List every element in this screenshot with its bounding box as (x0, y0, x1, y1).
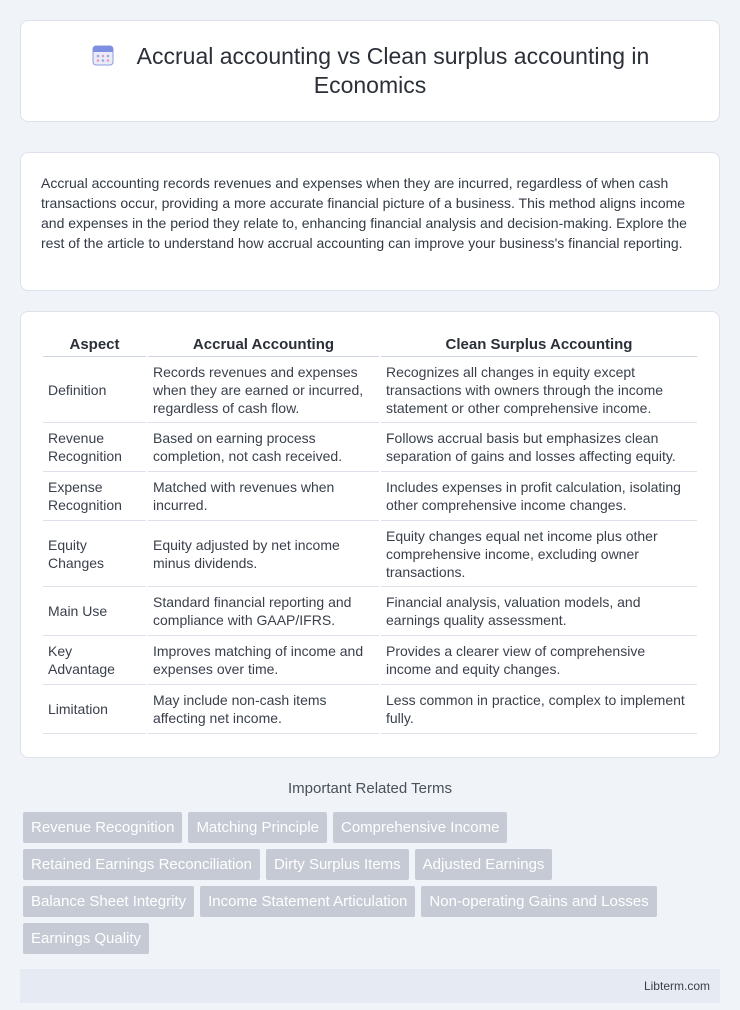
header-clean-surplus: Clean Surplus Accounting (381, 332, 697, 357)
cell-accrual: Equity adjusted by net income minus dividends. (148, 521, 379, 587)
page-title-wrap (61, 42, 679, 100)
cell-accrual: Standard financial reporting and compliance with GAAP/IFRS. (148, 587, 379, 636)
related-term-tag[interactable]: Adjusted Earnings (415, 849, 553, 880)
comparison-table (41, 332, 699, 734)
header-accrual: Accrual Accounting (148, 332, 379, 357)
related-term-tag[interactable]: Earnings Quality (23, 923, 149, 954)
related-term-tag[interactable]: Retained Earnings Reconciliation (23, 849, 260, 880)
related-term-tag[interactable]: Balance Sheet Integrity (23, 886, 194, 917)
cell-clean: Provides a clearer view of comprehensive income and equity changes. (381, 636, 697, 685)
table-row (43, 636, 697, 685)
title-card (20, 20, 720, 122)
cell-accrual: Improves matching of income and expenses over time. (148, 636, 379, 685)
related-term-tag[interactable]: Matching Principle (188, 812, 327, 843)
related-term-tag[interactable]: Non-operating Gains and Losses (421, 886, 656, 917)
related-term-tag[interactable]: Dirty Surplus Items (266, 849, 409, 880)
intro-card (20, 152, 720, 291)
cell-accrual: Based on earning process completion, not cash received. (148, 423, 379, 472)
cell-accrual: May include non-cash items affecting net income. (148, 685, 379, 734)
table-row (43, 685, 697, 734)
header-aspect: Aspect (43, 332, 146, 357)
cell-accrual: Records revenues and expenses when they are earned or incurred, regardless of cash flow. (148, 357, 379, 423)
cell-clean: Follows accrual basis but emphasizes clean separation of gains and losses affecting equity. (381, 423, 697, 472)
table-row (43, 521, 697, 587)
related-term-tag[interactable]: Income Statement Articulation (200, 886, 415, 917)
related-term-tag[interactable]: Comprehensive Income (333, 812, 507, 843)
footer-site-link[interactable]: Libterm.com (643, 979, 710, 993)
cell-aspect: Expense Recognition (43, 472, 146, 521)
related-term-tag[interactable]: Revenue Recognition (23, 812, 182, 843)
table-row (43, 472, 697, 521)
table-header-row (43, 332, 697, 357)
cell-aspect: Definition (43, 357, 146, 423)
cell-aspect: Limitation (43, 685, 146, 734)
cell-clean: Less common in practice, complex to implement fully. (381, 685, 697, 734)
cell-clean: Equity changes equal net income plus other comprehensive income, excluding owner transactions. (381, 521, 697, 587)
cell-aspect: Equity Changes (43, 521, 146, 587)
related-terms-heading: Important Related Terms (288, 780, 452, 797)
table-row (43, 587, 697, 636)
intro-text: Accrual accounting records revenues and expenses when they are incurred, regardless of when cash transactions occur, providing a more accurate financial picture of a business. This method aligns income and expenses in the period they relate to, enhancing financial analysis and decision-making. Explore the rest of the article to understand how accrual accounting can improve your business's financial reporting. (41, 175, 687, 251)
related-terms-list (23, 812, 723, 960)
cell-clean: Includes expenses in profit calculation, isolating other comprehensive income changes. (381, 472, 697, 521)
cell-clean: Financial analysis, valuation models, and earnings quality assessment. (381, 587, 697, 636)
cell-clean: Recognizes all changes in equity except transactions with owners through the income statement or other comprehensive income. (381, 357, 697, 423)
comparison-card (20, 311, 720, 758)
table-row (43, 423, 697, 472)
cell-aspect: Revenue Recognition (43, 423, 146, 472)
footer (20, 969, 720, 1003)
calendar-icon (91, 43, 115, 67)
cell-aspect: Key Advantage (43, 636, 146, 685)
table-row (43, 357, 697, 423)
cell-aspect: Main Use (43, 587, 146, 636)
page-title: Accrual accounting vs Clean surplus accounting in Economics (136, 43, 650, 98)
cell-accrual: Matched with revenues when incurred. (148, 472, 379, 521)
